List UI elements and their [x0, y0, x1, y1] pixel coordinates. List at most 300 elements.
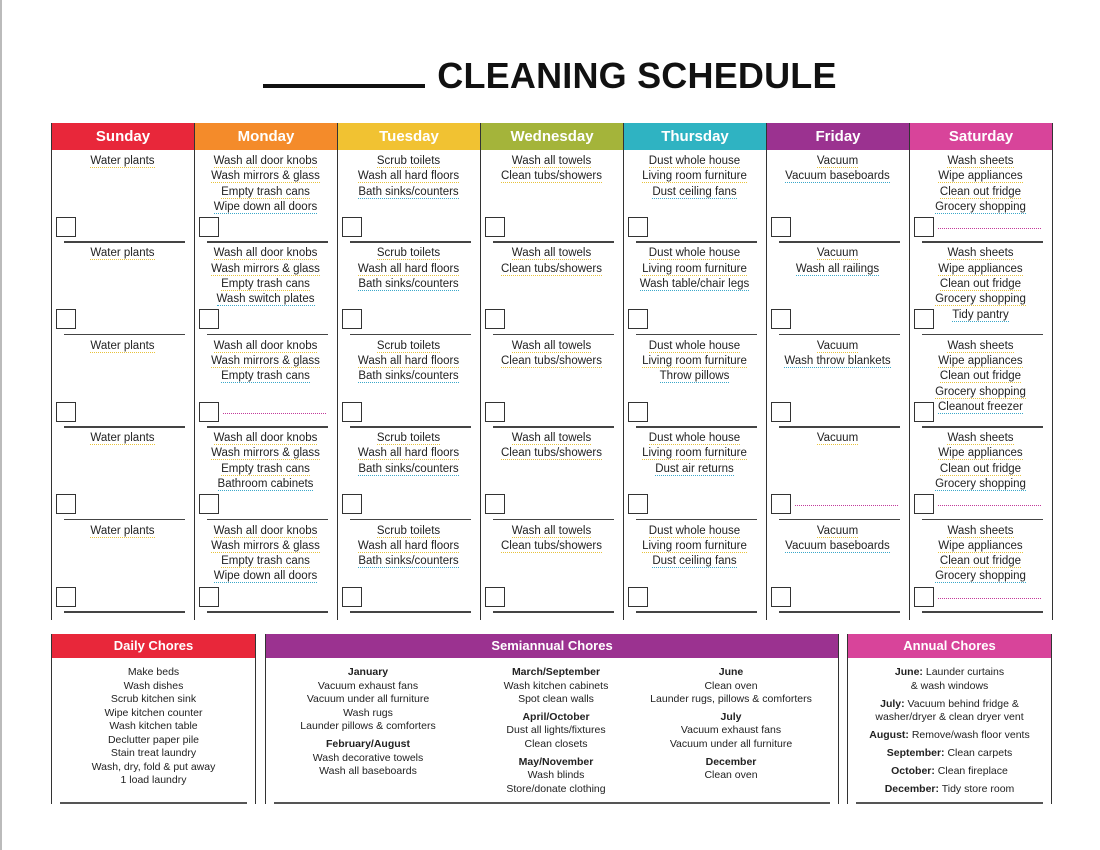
task-list [338, 246, 479, 292]
task-text: Wipe appliances [938, 262, 1023, 275]
task-checkbox[interactable] [199, 587, 219, 607]
task-item [195, 339, 336, 354]
task-list [338, 339, 479, 385]
task-text: Water plants [90, 524, 155, 537]
task-checkbox[interactable] [56, 587, 76, 607]
day-cell [767, 150, 908, 242]
task-checkbox[interactable] [485, 494, 505, 514]
task-item [338, 154, 479, 169]
task-item [195, 292, 336, 307]
task-item [481, 246, 622, 261]
task-text: Grocery shopping [935, 200, 1026, 213]
chore-text: Clean carpets [944, 747, 1013, 759]
task-checkbox[interactable] [485, 309, 505, 329]
task-checkbox[interactable] [914, 587, 934, 607]
day-cell [767, 520, 908, 612]
task-item [624, 539, 765, 554]
blank-entry-line[interactable] [938, 598, 1041, 599]
task-text: Wipe appliances [938, 539, 1023, 552]
task-item [767, 431, 908, 446]
semiannual-chore-item: Vacuum exhaust fans [680, 724, 782, 737]
task-list [195, 524, 336, 585]
task-list [195, 246, 336, 307]
task-checkbox[interactable] [342, 402, 362, 422]
task-list [767, 246, 908, 277]
task-item [338, 185, 479, 200]
daily-chore-item: Scrub kitchen sink [110, 693, 197, 705]
semiannual-chore-item: Vacuum under all furniture [306, 693, 430, 706]
task-text: Throw pillows [659, 370, 730, 383]
page-title [0, 54, 1100, 97]
semiannual-chore-item: Wash blinds [527, 769, 585, 782]
task-list [52, 246, 193, 261]
month-heading: March/September [511, 666, 601, 678]
daily-chores-box [51, 634, 256, 804]
day-column-sunday [51, 123, 194, 620]
task-item [195, 185, 336, 200]
task-list [767, 154, 908, 185]
task-text: Dust whole house [648, 432, 741, 445]
task-text: Clean out fridge [939, 370, 1022, 383]
task-checkbox[interactable] [628, 217, 648, 237]
task-item [195, 462, 336, 477]
task-text: Vacuum baseboards [785, 539, 890, 552]
day-cell [195, 242, 336, 334]
task-text: Clean tubs/showers [501, 355, 602, 368]
task-text: Vacuum [816, 432, 859, 445]
task-checkbox[interactable] [628, 587, 648, 607]
day-cell [624, 242, 765, 334]
day-cell [195, 150, 336, 242]
annual-chores-header: Annual Chores [848, 634, 1051, 658]
task-text: Vacuum [816, 339, 859, 352]
semiannual-chore-item: Launder rugs, pillows & comforters [650, 693, 812, 706]
task-checkbox[interactable] [771, 309, 791, 329]
task-item [195, 200, 336, 215]
chore-text-cont: washer/dryer & clean dryer vent [875, 711, 1024, 723]
task-text: Wash all hard floors [357, 447, 460, 460]
task-item [338, 277, 479, 292]
task-item [767, 539, 908, 554]
month-label: July: [880, 697, 905, 710]
day-cell [338, 427, 479, 519]
task-item [338, 539, 479, 554]
day-cell [52, 335, 193, 427]
task-item [767, 262, 908, 277]
day-cell [481, 427, 622, 519]
month-heading: January [347, 666, 389, 678]
task-checkbox[interactable] [914, 494, 934, 514]
task-text: Wash table/chair legs [639, 277, 750, 290]
month-heading: July [720, 710, 742, 723]
task-list [624, 246, 765, 292]
day-cell [481, 520, 622, 612]
month-heading: February/August [325, 737, 410, 750]
task-item [910, 169, 1051, 184]
task-checkbox[interactable] [485, 402, 505, 422]
task-checkbox[interactable] [485, 217, 505, 237]
task-text: Bath sinks/counters [358, 277, 459, 290]
month-label: August: [869, 729, 909, 741]
task-item [910, 292, 1051, 307]
task-checkbox[interactable] [342, 309, 362, 329]
task-text: Wash throw blankets [784, 355, 891, 368]
task-list [481, 339, 622, 370]
task-item [624, 339, 765, 354]
chore-text-cont: & wash windows [910, 679, 989, 692]
task-text: Wipe down all doors [213, 200, 318, 213]
task-text: Bathroom cabinets [217, 478, 314, 491]
semiannual-chore-item: Store/donate clothing [506, 782, 606, 795]
task-text: Water plants [90, 155, 155, 167]
task-list [624, 154, 765, 200]
task-item [624, 524, 765, 539]
task-text: Wash all door knobs [213, 339, 318, 352]
day-cell [195, 520, 336, 612]
task-item [481, 539, 622, 554]
task-text: Grocery shopping [935, 570, 1026, 583]
day-header-saturday: Saturday [910, 123, 1052, 150]
task-text: Empty trash cans [221, 277, 310, 290]
task-checkbox[interactable] [628, 402, 648, 422]
daily-chore-item: Make beds [127, 666, 180, 678]
day-cell [52, 427, 193, 519]
task-checkbox[interactable] [56, 494, 76, 514]
task-text: Wipe appliances [938, 170, 1023, 183]
day-cell [910, 150, 1051, 242]
task-item [624, 446, 765, 461]
task-list [52, 339, 193, 354]
task-item [910, 246, 1051, 261]
day-cell [767, 242, 908, 334]
task-text: Vacuum [816, 155, 859, 167]
task-list [338, 431, 479, 477]
semiannual-chores-box [265, 634, 839, 804]
divider [856, 802, 1043, 804]
task-list [481, 431, 622, 462]
task-checkbox[interactable] [771, 587, 791, 607]
task-item [624, 277, 765, 292]
task-item [910, 369, 1051, 384]
task-text: Bath sinks/counters [358, 185, 459, 198]
day-column-friday [766, 123, 909, 620]
task-text: Dust ceiling fans [652, 555, 737, 568]
day-cell [52, 242, 193, 334]
task-text: Clean tubs/showers [501, 262, 602, 275]
task-item [624, 185, 765, 200]
task-text: Living room furniture [642, 539, 747, 552]
month-heading: May/November [518, 755, 594, 768]
task-item [910, 462, 1051, 477]
semiannual-chore-item: Wash rugs [343, 706, 393, 719]
task-text: Dust whole house [648, 339, 741, 352]
semiannual-chore-item: Wash decorative towels [312, 751, 424, 764]
task-item [195, 539, 336, 554]
task-text: Wash all towels [511, 247, 592, 260]
annual-chore-item [848, 666, 1051, 693]
task-text: Dust air returns [655, 462, 734, 475]
task-text: Grocery shopping [935, 478, 1026, 491]
day-cell [195, 427, 336, 519]
task-checkbox[interactable] [771, 217, 791, 237]
annual-chore-item [848, 729, 1051, 743]
task-checkbox[interactable] [56, 309, 76, 329]
day-cell [910, 427, 1051, 519]
cell-divider [350, 611, 471, 613]
task-text: Empty trash cans [221, 555, 310, 568]
task-checkbox[interactable] [56, 402, 76, 422]
task-checkbox[interactable] [771, 494, 791, 514]
task-checkbox[interactable] [199, 402, 219, 422]
task-text: Clean tubs/showers [501, 447, 602, 460]
annual-chore-item [848, 765, 1051, 779]
weekly-schedule-grid [51, 123, 1052, 620]
task-item [910, 277, 1051, 292]
task-item [910, 554, 1051, 569]
task-item [52, 154, 193, 169]
task-list [338, 154, 479, 200]
task-item [195, 446, 336, 461]
task-item [195, 154, 336, 169]
task-checkbox[interactable] [771, 402, 791, 422]
task-list [481, 154, 622, 185]
day-cell [481, 150, 622, 242]
task-item [767, 246, 908, 261]
task-text: Wash sheets [947, 432, 1014, 445]
day-cell [195, 335, 336, 427]
day-cell [624, 335, 765, 427]
task-checkbox[interactable] [342, 587, 362, 607]
chore-text: Vacuum behind fridge & [904, 697, 1019, 710]
task-list [910, 431, 1051, 492]
annual-chore-item [848, 783, 1051, 797]
task-item [195, 569, 336, 584]
task-list [338, 524, 479, 570]
task-checkbox[interactable] [342, 217, 362, 237]
day-column-saturday [909, 123, 1053, 620]
cell-divider [636, 611, 757, 613]
semiannual-chore-item: Clean closets [524, 737, 588, 750]
task-item [910, 431, 1051, 446]
task-checkbox[interactable] [199, 494, 219, 514]
daily-chore-item: Declutter paper pile [107, 733, 200, 746]
task-text: Wash all door knobs [213, 247, 318, 260]
task-item [910, 477, 1051, 492]
annual-chores-list [848, 658, 1051, 797]
daily-chore-item: Wash kitchen table [109, 720, 198, 732]
task-checkbox[interactable] [914, 309, 934, 329]
blank-entry-line[interactable] [938, 505, 1041, 506]
task-text: Empty trash cans [221, 185, 310, 198]
task-item [624, 369, 765, 384]
task-item [910, 154, 1051, 169]
task-text: Living room furniture [642, 447, 747, 460]
task-list [481, 246, 622, 277]
task-item [195, 431, 336, 446]
task-text: Wash all hard floors [357, 170, 460, 183]
divider [60, 802, 247, 804]
task-text: Wash all towels [511, 155, 592, 167]
chore-text: Clean fireplace [934, 765, 1008, 777]
task-checkbox[interactable] [56, 217, 76, 237]
blank-entry-line[interactable] [938, 228, 1041, 229]
task-item [52, 246, 193, 261]
chore-text: Remove/wash floor vents [908, 729, 1030, 741]
task-item [338, 354, 479, 369]
semiannual-column [626, 666, 836, 783]
task-item [52, 339, 193, 354]
task-checkbox[interactable] [199, 217, 219, 237]
task-item [910, 200, 1051, 215]
task-item [195, 277, 336, 292]
task-text: Wash all towels [511, 524, 592, 537]
task-text: Wipe down all doors [213, 570, 318, 583]
cell-divider [207, 611, 328, 613]
task-item [624, 154, 765, 169]
task-checkbox[interactable] [199, 309, 219, 329]
task-item [52, 524, 193, 539]
annual-chore-item [848, 747, 1051, 761]
day-cell [910, 335, 1051, 427]
daily-chore-item: Stain treat laundry [110, 747, 197, 759]
task-item [767, 339, 908, 354]
task-list [767, 524, 908, 555]
task-text: Vacuum baseboards [785, 170, 890, 183]
semiannual-chore-item: Vacuum exhaust fans [317, 679, 419, 692]
task-item [624, 431, 765, 446]
task-text: Wash all door knobs [213, 524, 318, 537]
task-list [195, 339, 336, 385]
task-text: Wash all door knobs [213, 155, 318, 167]
task-text: Wash switch plates [216, 293, 315, 306]
semiannual-chore-item: Clean oven [704, 679, 758, 692]
task-item [624, 554, 765, 569]
task-list [481, 524, 622, 555]
day-header-wednesday: Wednesday [481, 123, 623, 150]
cell-divider [779, 611, 900, 613]
task-checkbox[interactable] [628, 309, 648, 329]
task-item [338, 462, 479, 477]
day-cell [624, 520, 765, 612]
month-label: September: [886, 747, 945, 759]
task-checkbox[interactable] [914, 402, 934, 422]
day-column-tuesday [337, 123, 480, 620]
day-cell [52, 150, 193, 242]
task-text: Living room furniture [642, 170, 747, 183]
task-text: Clean out fridge [939, 555, 1022, 568]
daily-chore-item: 1 load laundry [120, 774, 187, 786]
task-text: Scrub toilets [376, 155, 441, 167]
task-text: Wash sheets [947, 247, 1014, 260]
task-text: Wipe appliances [938, 447, 1023, 460]
task-item [910, 569, 1051, 584]
task-item [338, 431, 479, 446]
task-item [338, 246, 479, 261]
task-text: Wash all railings [795, 262, 880, 275]
task-item [910, 339, 1051, 354]
day-cell [481, 335, 622, 427]
task-item [481, 339, 622, 354]
semiannual-chore-item: Wash kitchen cabinets [503, 679, 609, 692]
task-item [52, 431, 193, 446]
task-list [624, 431, 765, 477]
task-text: Cleanout freezer [937, 400, 1024, 413]
task-text: Living room furniture [642, 355, 747, 368]
day-cell [624, 427, 765, 519]
task-item [338, 369, 479, 384]
task-item [338, 554, 479, 569]
day-header-tuesday: Tuesday [338, 123, 480, 150]
task-text: Bath sinks/counters [358, 555, 459, 568]
task-text: Dust whole house [648, 155, 741, 167]
task-text: Clean tubs/showers [501, 539, 602, 552]
task-list [52, 431, 193, 446]
task-checkbox[interactable] [342, 494, 362, 514]
task-item [195, 369, 336, 384]
semiannual-chore-item: Dust all lights/fixtures [506, 724, 606, 737]
task-text: Wash mirrors & glass [211, 170, 320, 183]
task-text: Clean out fridge [939, 185, 1022, 198]
semiannual-column [266, 666, 470, 779]
task-item [767, 354, 908, 369]
task-item [195, 477, 336, 492]
task-item [910, 262, 1051, 277]
task-text: Living room furniture [642, 262, 747, 275]
task-text: Grocery shopping [935, 385, 1026, 398]
task-item [195, 246, 336, 261]
month-heading: April/October [522, 710, 590, 723]
day-cell [338, 520, 479, 612]
blank-entry-line[interactable] [223, 413, 326, 414]
day-cell [338, 335, 479, 427]
task-item [481, 524, 622, 539]
task-item [195, 354, 336, 369]
task-item [338, 524, 479, 539]
task-list [910, 524, 1051, 585]
task-item [624, 246, 765, 261]
task-text: Wash all hard floors [357, 355, 460, 368]
annual-chore-item [848, 698, 1051, 725]
task-checkbox[interactable] [485, 587, 505, 607]
task-item [195, 524, 336, 539]
month-label: October: [891, 765, 935, 777]
task-checkbox[interactable] [914, 217, 934, 237]
task-item [481, 354, 622, 369]
task-item [481, 431, 622, 446]
task-item [767, 524, 908, 539]
task-checkbox[interactable] [628, 494, 648, 514]
task-item [910, 446, 1051, 461]
daily-chores-header: Daily Chores [52, 634, 255, 658]
blank-entry-line[interactable] [795, 505, 898, 506]
task-list [52, 524, 193, 539]
semiannual-chore-item: Wash all baseboards [319, 765, 417, 778]
task-item [481, 154, 622, 169]
day-cell [767, 335, 908, 427]
semiannual-chore-item: Spot clean walls [518, 693, 594, 706]
task-item [195, 169, 336, 184]
title-text: CLEANING SCHEDULE [437, 55, 837, 96]
day-header-sunday: Sunday [52, 123, 194, 150]
task-text: Wash mirrors & glass [211, 447, 320, 460]
task-item [624, 262, 765, 277]
task-text: Wash all door knobs [213, 432, 318, 445]
task-text: Scrub toilets [376, 524, 441, 537]
title-blank-line[interactable] [263, 54, 425, 88]
cell-divider [493, 611, 614, 613]
task-text: Wash mirrors & glass [211, 539, 320, 552]
daily-chore-item: Wipe kitchen counter [104, 706, 203, 719]
